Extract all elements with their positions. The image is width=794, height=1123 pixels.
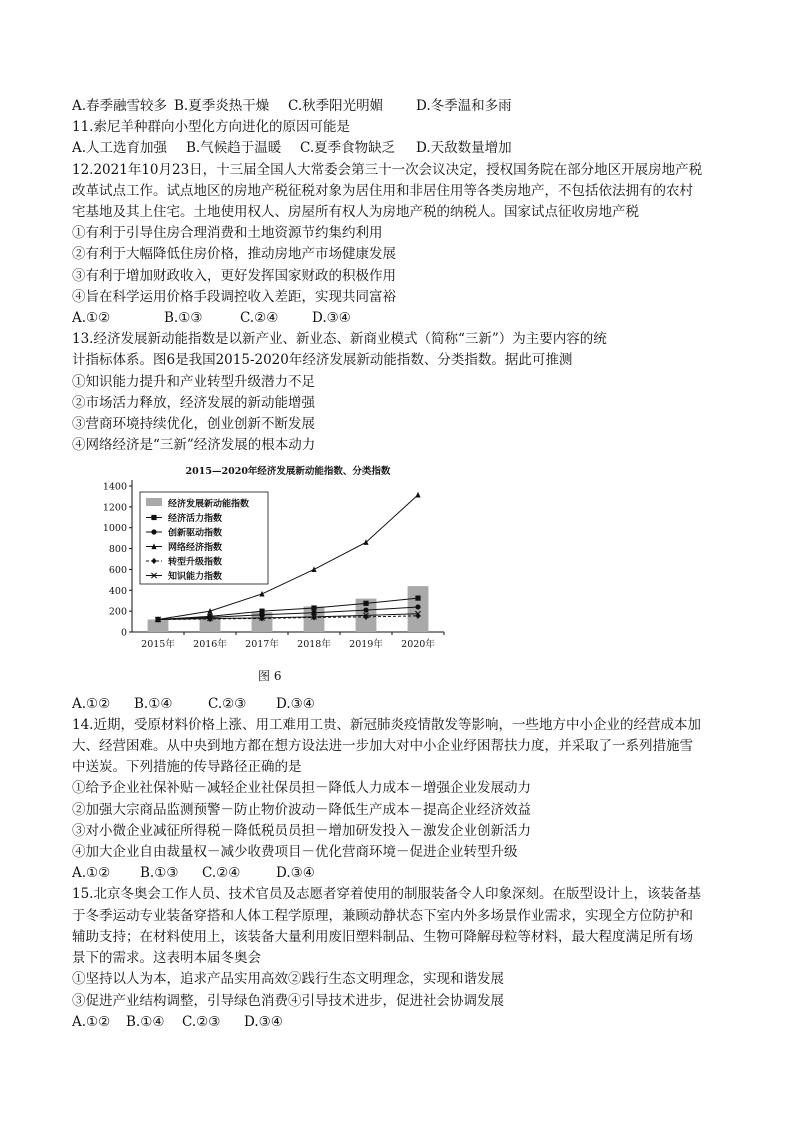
y-tick-label: 400	[108, 586, 127, 598]
q14-item-2: ②加强大宗商品监测预警－防止物价波动－降低生产成本－提高企业经济效益	[72, 801, 531, 818]
q15-options	[72, 1012, 732, 1033]
legend-swatch-bar	[146, 498, 162, 506]
q13-option-c: C.②③	[208, 695, 247, 712]
q14-item-3: ③对小微企业减征所得税－降低税员员担－增加研发投入－激发企业创新活力	[72, 822, 531, 839]
q12-item-2: ②有利于大幅降低住房价格，推动房地产市场健康发展	[72, 246, 396, 263]
q15-item-1: ①坚持以人为本，追求产品实用高效②践行生态文明理念，实现和谐发展	[72, 971, 504, 988]
q13-item-3: ③营商环境持续优化，创业创新不断发展	[72, 416, 315, 433]
series-point-1	[311, 606, 316, 611]
series-point-2	[415, 605, 420, 610]
exam-page	[72, 96, 732, 1033]
legend-label: 经济活力指数	[168, 514, 223, 525]
y-tick-label: 1200	[102, 502, 127, 514]
q13-options	[72, 694, 732, 715]
q13-item-4: ④网络经济是“三新”经济发展的根本动力	[72, 437, 316, 454]
q10-option-b: B.夏季炎热干燥	[174, 98, 270, 114]
figure-caption: 图 6	[258, 669, 282, 684]
q15-stem-line-3: 辅助支持；在材料使用上，该装备大量利用废旧塑料制品、生物可降解母粒等材料，最大程度满足所有场	[72, 928, 693, 945]
q14-stem-line-3: 中送炭。下列措施的传导路径正确的是	[72, 759, 302, 776]
q15-stem-line-1: 15.北京冬奥会工作人员、技术官员及志愿者穿着使用的制服装备令人印象深刻。在版型设计上，该装备基	[72, 886, 701, 903]
series-point-1	[415, 596, 420, 601]
y-tick-label: 800	[108, 544, 127, 556]
q10-option-d: D.冬季温和多雨	[416, 98, 512, 114]
figure-6	[72, 462, 732, 670]
q11-option-c: C.夏季食物缺乏	[300, 140, 396, 157]
q15-stem-line-4: 景下的需求。这表明本届冬奥会	[72, 950, 261, 967]
q13-stem-line-1: 13.经济发展新动能指数是以新产业、新业态、新商业模式（简称“三新”）为主要内容的统	[72, 331, 607, 348]
legend-label: 知识能力指数	[168, 572, 223, 583]
q12-item-1: ①有利于引导住房合理消费和土地资源节约集约利用	[72, 225, 383, 242]
q12-stem-line-1: 12.2021年10月23日，十三届全国人大常委会第三十一次会议决定，授权国务院在部分地区开展房地产税	[72, 161, 703, 178]
legend-label: 创新驱动指数	[168, 528, 223, 539]
q15-stem-line-2: 于冬季运动专业装备穿搭和人体工程学原理，兼顾动静状态下室内外多场景作业需求，实现全方位防护和	[72, 907, 693, 924]
q15-option-c: C.②③	[182, 1013, 221, 1030]
q13-item-2: ②市场活力释放，经济发展的新动能增强	[72, 394, 315, 411]
q11-options	[72, 138, 732, 159]
series-point-2	[363, 608, 368, 613]
x-tick-label: 2016年	[193, 639, 227, 651]
q11-option-a: A.人工选育加强	[72, 140, 168, 157]
q15-option-d: D.③④	[244, 1013, 283, 1030]
q11-stem: 11.索尼羊种群向小型化方向进化的原因可能是	[72, 119, 350, 136]
q13-option-d: D.③④	[276, 695, 315, 712]
q15-item-2: ③促进产业结构调整，引导绿色消费④引导技术进步，促进社会协调发展	[72, 992, 504, 1009]
chart-title: 2015—2020年经济发展新动能指数、分类指数	[185, 466, 391, 478]
q14-item-4: ④加大企业自由裁量权－减少收费项目－优化营商环境－促进企业转型升级	[72, 844, 518, 861]
x-tick-label: 2017年	[245, 639, 279, 651]
q10-option-a: A.春季融雪较多	[72, 98, 168, 114]
q12-option-a: A.①②	[72, 310, 111, 327]
q15-option-b: B.①④	[126, 1013, 165, 1030]
q13-stem-line-2: 计指标体系。图6是我国2015-2020年经济发展新动能指数、分类指数。据此可推测	[72, 352, 573, 369]
q14-stem-line-1: 14.近期，受原材料价格上涨、用工难用工贵、新冠肺炎疫情散发等影响，一些地方中小企业的经营成本加	[72, 716, 701, 733]
legend-label: 网络经济指数	[168, 543, 223, 554]
q10-option-c: C.秋季阳光明媚	[288, 98, 384, 114]
q13-option-a: A.①②	[72, 695, 111, 712]
q12-option-d: D.③④	[312, 310, 351, 327]
x-tick-label: 2019年	[349, 639, 383, 651]
q14-option-d: D.③④	[276, 865, 315, 882]
y-tick-label: 1400	[102, 481, 127, 493]
q10-options	[72, 96, 732, 117]
q14-option-b: B.①③	[140, 865, 179, 882]
y-tick-label: 0	[120, 627, 127, 639]
y-tick-label: 200	[108, 607, 127, 619]
q12-stem-line-2: 改革试点工作。试点地区的房地产税征税对象为居住用和非居住用等各类房地产，不包括依法拥有的农村	[72, 182, 693, 199]
q12-option-c: C.②④	[240, 310, 279, 327]
index-chart	[92, 462, 472, 670]
q11-option-b: B.气候趋于温暖	[186, 140, 282, 157]
series-point-1	[363, 601, 368, 606]
q11-option-d: D.天敌数量增加	[416, 140, 512, 157]
series-point-3	[311, 567, 316, 573]
q12-stem-line-3: 宅基地及其上住宅。土地使用权人、房屋所有权人为房地产税的纳税人。国家试点征收房地产税	[72, 204, 639, 221]
series-point-3	[415, 492, 420, 498]
legend-swatch-marker	[151, 515, 156, 520]
y-tick-label: 600	[108, 565, 127, 577]
q14-item-1: ①给予企业社保补贴－减轻企业社保员担－降低人力成本－增强企业发展动力	[72, 780, 531, 797]
q12-options	[72, 308, 732, 329]
q14-option-a: A.①②	[72, 865, 111, 882]
legend-label: 经济发展新动能指数	[168, 499, 250, 510]
q14-option-c: C.②④	[202, 865, 241, 882]
q14-options	[72, 863, 732, 884]
q12-item-3: ③有利于增加财政收入，更好发挥国家财政的积极作用	[72, 267, 396, 284]
y-tick-label: 1000	[102, 523, 127, 535]
x-tick-label: 2020年	[401, 639, 435, 651]
x-tick-label: 2015年	[141, 639, 175, 651]
legend-swatch-marker	[151, 530, 156, 535]
legend-label: 转型升级指数	[168, 557, 223, 568]
x-tick-label: 2018年	[297, 639, 331, 651]
q12-option-b: B.①③	[164, 310, 203, 327]
q12-item-4: ④旨在科学运用价格手段调控收入差距，实现共同富裕	[72, 288, 396, 305]
q14-stem-line-2: 大、经营困难。从中央到地方都在想方设法进一步加大对中小企业纾困帮扶力度，并采取了一系列措施雪	[72, 738, 693, 755]
series-point-3	[259, 591, 264, 597]
q13-item-1: ①知识能力提升和产业转型升级潜力不足	[72, 373, 315, 390]
q15-option-a: A.①②	[72, 1013, 111, 1030]
q13-option-b: B.①④	[134, 695, 173, 712]
